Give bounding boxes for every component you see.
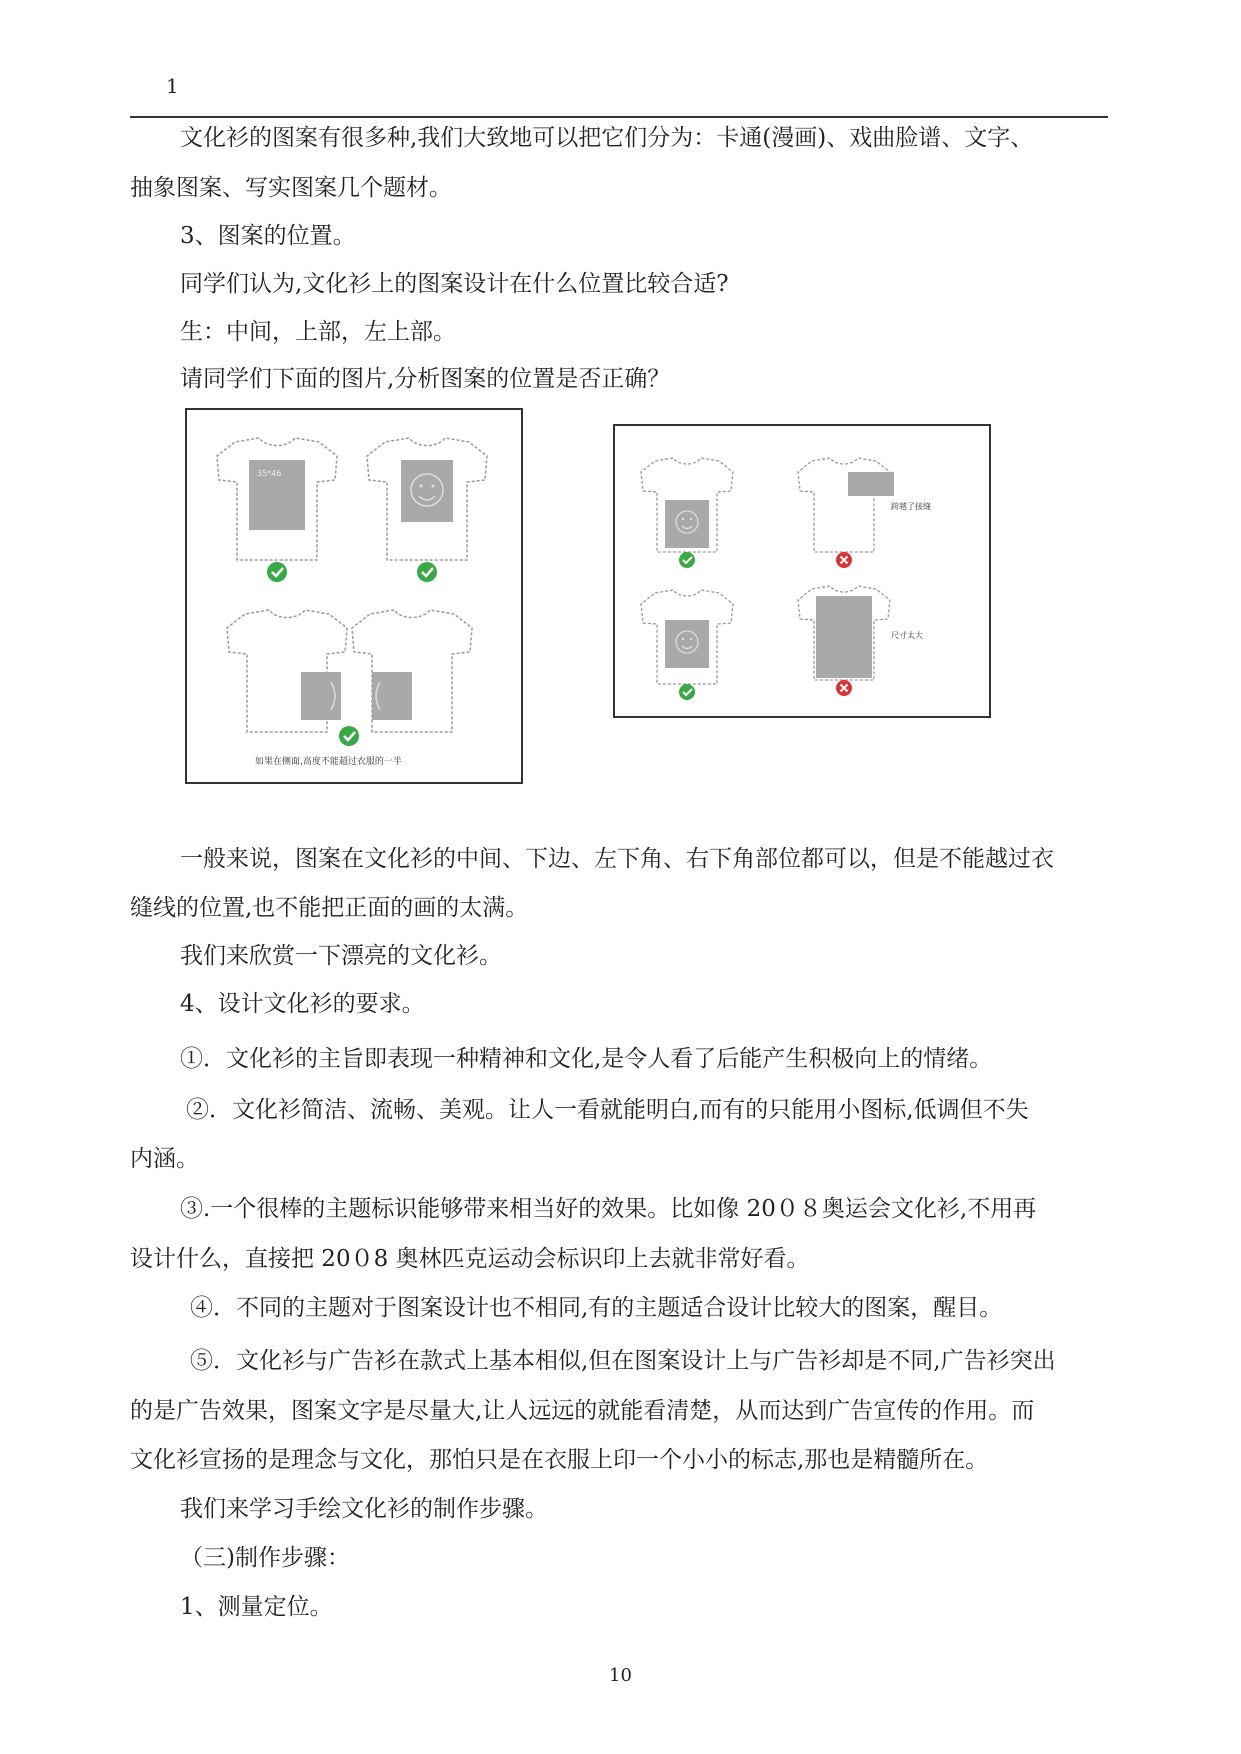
figure-right-svg (615, 426, 989, 716)
requirement-item: ①．文化衫的主旨即表现一种精神和文化,是令人看了后能产生积极向上的情绪。 (180, 1046, 993, 1072)
check-icon (679, 684, 695, 700)
cross-icon (836, 680, 852, 696)
requirement-item: ⑤．文化衫与广告衫在款式上基本相似,但在图案设计上与广告衫却是不同,广告衫突出 (190, 1348, 1056, 1374)
tshirt-side-pattern-right (352, 610, 472, 732)
paragraph: 抽象图案、写实图案几个题材。 (130, 175, 452, 201)
figure-left-caption: 如果在侧面,高度不能超过衣服的一半 (255, 757, 402, 767)
section-heading: 4、设计文化衫的要求。 (180, 991, 425, 1017)
section-heading: 1、测量定位。 (180, 1594, 333, 1620)
paragraph: 我们来学习手绘文化衫的制作步骤。 (180, 1496, 548, 1522)
paragraph: 文化衫宣扬的是理念与文化，那怕只是在衣服上印一个小小的标志,那也是精髓所在。 (130, 1447, 989, 1473)
paragraph: 生：中间，上部，左上部。 (180, 319, 456, 345)
tshirt-center-pattern (217, 438, 337, 560)
tshirt-smiley-pattern (367, 438, 487, 560)
check-icon (417, 562, 437, 582)
section-heading: （三)制作步骤： (180, 1545, 350, 1571)
paragraph: 的是广告效果，图案文字是尽量大,让人远远的就能看清楚，从而达到广告宣传的作用。而 (130, 1398, 1035, 1424)
tshirt-center-smiley-2 (641, 590, 733, 684)
check-icon (679, 552, 695, 568)
paragraph: 文化衫的图案有很多种,我们大致地可以把它们分为：卡通(漫画)、戏曲脸谱、文字、 (180, 125, 1034, 151)
paragraph: 缝线的位置,也不能把正面的画的太满。 (130, 895, 529, 921)
check-icon (267, 562, 287, 582)
tshirt-too-big (798, 586, 890, 680)
tshirt-side-pattern-left (227, 610, 347, 732)
paragraph: 一般来说，图案在文化衫的中间、下边、左下角、右下角部位都可以，但是不能越过衣 (180, 846, 1054, 872)
size-label: 35*46 (257, 469, 282, 478)
label-overlap: 跨越了接缝 (891, 502, 931, 511)
requirement-item: ③.一个很棒的主题标识能够带来相当好的效果。比如像 20０８奥运会文化衫,不用再 (180, 1196, 1037, 1222)
header-page-marker: 1 (166, 74, 179, 98)
figure-left-tshirt-positions (185, 408, 523, 784)
tshirt-over-seam (798, 458, 894, 552)
label-too-big: 尺寸太大 (891, 631, 923, 640)
page-number: 10 (609, 1665, 632, 1686)
cross-icon (836, 552, 852, 568)
paragraph: 设计什么，直接把 20０8 奥林匹克运动会标识印上去就非常好看。 (130, 1246, 810, 1272)
section-heading: 3、图案的位置。 (180, 223, 356, 249)
figure-left-svg (187, 410, 521, 782)
requirement-item: ④．不同的主题对于图案设计也不相同,有的主题适合设计比较大的图案，醒目。 (190, 1295, 1003, 1321)
tshirt-center-smiley (641, 458, 733, 552)
paragraph: 请同学们下面的图片,分析图案的位置是否正确？ (180, 366, 671, 392)
paragraph: 我们来欣赏一下漂亮的文化衫。 (180, 943, 502, 969)
figure-right-tshirt-positions (613, 424, 991, 718)
paragraph: 内涵。 (130, 1146, 199, 1172)
requirement-item: ②．文化衫简洁、流畅、美观。让人一看就能明白,而有的只能用小图标,低调但不失 (186, 1097, 1029, 1123)
check-icon (339, 726, 359, 746)
paragraph: 同学们认为,文化衫上的图案设计在什么位置比较合适? (180, 271, 729, 297)
